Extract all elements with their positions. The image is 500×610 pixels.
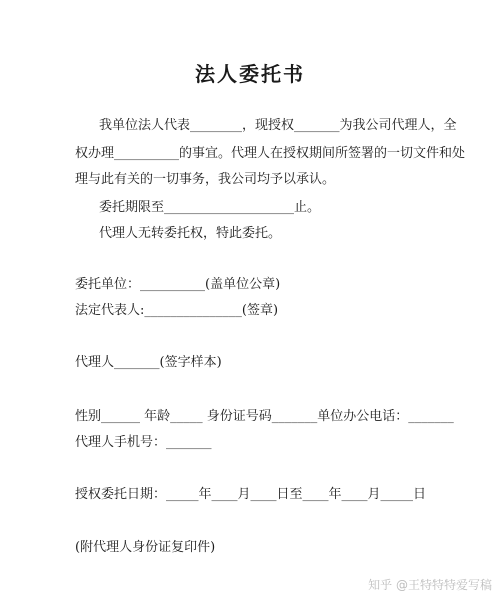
watermark: 知乎 @王特特特爱写稿 [368,578,492,592]
no-subdelegation-line: 代理人无转委托权，特此委托。 [99,226,282,241]
agent-signature-line: 代理人_______(签字样本) [75,355,222,370]
attachment-note-line: (附代理人身份证复印件) [75,540,216,555]
term-line: 委托期限至____________________止。 [99,200,321,215]
agent-phone-line: 代理人手机号：_______ [75,435,212,450]
authorization-period-line: 授权委托日期：_____年____月____日至____年____月_____日 [75,487,427,502]
paragraph-line-2: 权办理__________的事宜。代理人在授权期间所签署的一切文件和处 [75,146,466,161]
legal-representative-line: 法定代表人:_______________(签章) [75,303,279,318]
agent-details-line: 性别______ 年龄_____ 身份证号码_______单位办公电话：_______ [75,409,454,424]
entrusting-unit-line: 委托单位：__________(盖单位公章) [75,277,281,292]
paragraph-line-3: 理与此有关的一切事务，我公司均予以承认。 [75,172,336,187]
paragraph-line-1: 我单位法人代表________，现授权_______为我公司代理人，全 [99,118,457,133]
document-title: 法人委托书 [195,62,305,86]
